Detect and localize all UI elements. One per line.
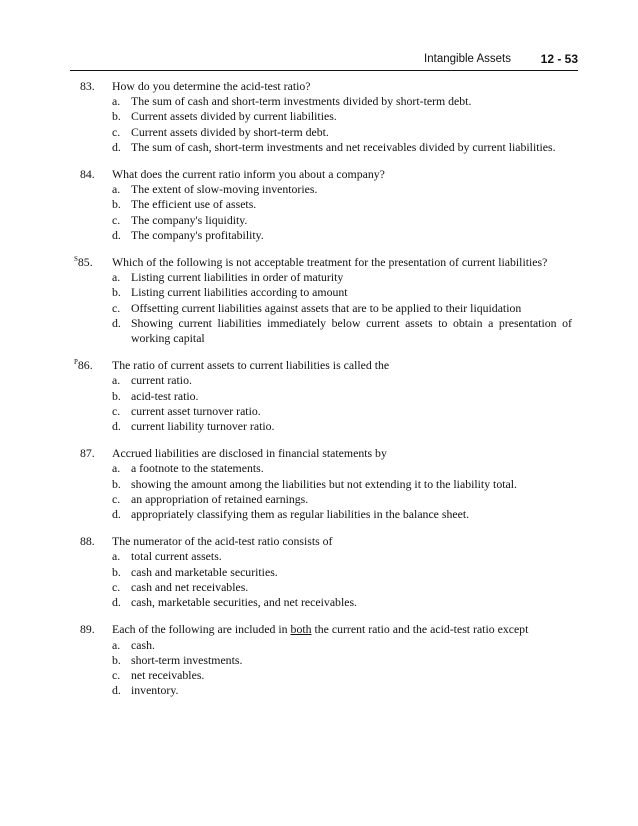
question-89	[0, 622, 638, 698]
option-d: d. current liability turnover ratio.	[112, 419, 275, 434]
question-stem: Each of the following are included in both the current ratio and the acid-test ratio except	[112, 622, 529, 637]
question-number: 88.	[80, 534, 95, 549]
question-83	[0, 79, 638, 155]
option-list	[0, 638, 638, 699]
option-list	[0, 461, 638, 522]
option-d: d. cash, marketable securities, and net receivables.	[112, 595, 358, 610]
option-b: b. showing the amount among the liabilities but not extending it to the liability total.	[112, 476, 517, 491]
question-86	[0, 358, 638, 434]
option-c: c. Offsetting current liabilities against assets that are to be applied to their liquidation	[112, 300, 522, 315]
option-d: d. inventory.	[112, 683, 179, 698]
underlined-word: both	[290, 622, 312, 637]
option-list	[0, 270, 638, 346]
option-a: a. cash.	[112, 637, 155, 652]
option-d: d. The sum of cash, short-term investments and net receivables divided by current liabilities.	[112, 139, 556, 154]
option-list	[0, 549, 638, 610]
page-header	[70, 50, 578, 70]
chapter-title: Intangible Assets	[424, 53, 511, 65]
option-c: c. current asset turnover ratio.	[112, 403, 261, 418]
option-a: a. The sum of cash and short-term investments divided by short-term debt.	[112, 94, 472, 109]
question-number: $^P$86.	[74, 358, 93, 373]
option-c: c. cash and net receivables.	[112, 579, 249, 594]
option-a: a. Listing current liabilities in order of maturity	[112, 270, 344, 285]
question-number: $^S$85.	[74, 255, 93, 270]
question-stem: Accrued liabilities are disclosed in financial statements by	[112, 446, 387, 461]
option-c: c. net receivables.	[112, 667, 205, 682]
page-number: 12 - 53	[540, 52, 578, 66]
question-84	[0, 167, 638, 243]
option-list	[0, 94, 638, 155]
question-stem: The numerator of the acid-test ratio consists of	[112, 534, 333, 549]
option-a: a. The extent of slow-moving inventories.	[112, 182, 318, 197]
option-b: b. Listing current liabilities according to amount	[112, 285, 348, 300]
option-d: d. Showing current liabilities immediately below current assets to obtain a presentation of working capital	[112, 315, 572, 346]
question-stem: Which of the following is not acceptable treatment for the presentation of current liabilities?	[112, 255, 548, 270]
option-b: b. short-term investments.	[112, 652, 243, 667]
question-number: 87.	[80, 446, 95, 461]
question-number: 83.	[80, 79, 95, 93]
question-88	[0, 534, 638, 610]
question-list	[0, 79, 638, 710]
header-rule	[70, 70, 578, 71]
question-stem: How do you determine the acid-test ratio?	[112, 79, 311, 93]
question-prefix: P	[74, 358, 78, 367]
question-85	[0, 255, 638, 346]
option-b: b. cash and marketable securities.	[112, 564, 278, 579]
question-number: 84.	[80, 167, 95, 182]
option-c: c. Current assets divided by short-term debt.	[112, 124, 329, 139]
option-d: d. The company's profitability.	[112, 227, 264, 242]
question-stem: What does the current ratio inform you about a company?	[112, 167, 385, 182]
option-c: c. an appropriation of retained earnings.	[112, 491, 309, 506]
question-87	[0, 446, 638, 522]
option-a: a. total current assets.	[112, 549, 222, 564]
question-prefix: S	[74, 255, 78, 264]
option-d: d. appropriately classifying them as regular liabilities in the balance sheet.	[112, 507, 470, 522]
option-list	[0, 373, 638, 434]
option-a: a. current ratio.	[112, 373, 192, 388]
option-b: b. acid-test ratio.	[112, 388, 199, 403]
question-number: 89.	[80, 622, 95, 637]
option-c: c. The company's liquidity.	[112, 212, 248, 227]
option-b: b. The efficient use of assets.	[112, 197, 257, 212]
option-list	[0, 182, 638, 243]
option-b: b. Current assets divided by current liabilities.	[112, 109, 337, 124]
question-stem: The ratio of current assets to current liabilities is called the	[112, 358, 390, 373]
option-a: a. a footnote to the statements.	[112, 461, 264, 476]
